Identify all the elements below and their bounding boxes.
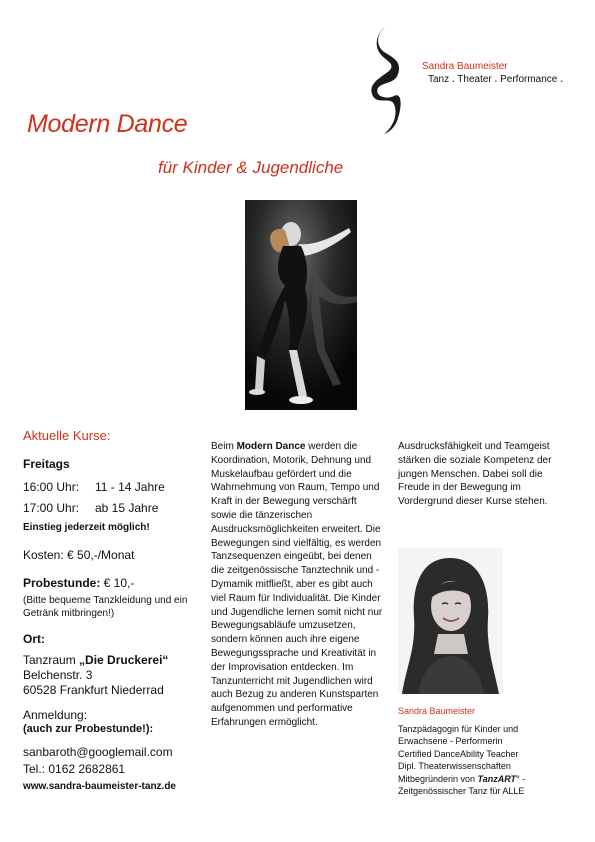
logo-brushstroke-icon xyxy=(368,22,418,134)
description-highlight: Modern Dance xyxy=(236,441,306,452)
trial-note: (Bitte bequeme Tanzkleidung und ein Getränk mitbringen!) xyxy=(23,594,188,620)
trial-lesson xyxy=(23,576,201,591)
registration-label: Anmeldung: xyxy=(23,707,88,722)
bio-line: Erwachsene - Performerin xyxy=(398,736,503,747)
bio-suffix: ° - xyxy=(516,773,526,784)
trial-price: € 10,- xyxy=(100,575,135,590)
description-intro: Beim xyxy=(211,441,237,452)
venue-city: 60528 Frankfurt Niederrad xyxy=(23,682,164,697)
logo-separator: . xyxy=(560,74,563,85)
session-row xyxy=(23,501,201,516)
session-time: 16:00 Uhr: xyxy=(23,480,80,495)
bio-brand: TanzART xyxy=(477,773,517,784)
registration-note: (auch zur Probestunde!): xyxy=(23,722,154,735)
bio-line: Tanzpädagogin für Kinder und xyxy=(398,724,519,734)
course-description xyxy=(211,440,384,730)
bio-prefix: Mitbegründerin von xyxy=(398,773,478,784)
course-day: Freitags xyxy=(23,457,70,472)
contact-email[interactable]: sanbaroth@googlemail.com xyxy=(23,744,173,759)
venue-name: „Die Druckerei“ xyxy=(79,652,169,667)
logo-separator: . xyxy=(494,74,498,85)
logo-tag-dance: Tanz xyxy=(428,74,450,85)
venue-street: Belchenstr. 3 xyxy=(23,667,93,682)
portrait-photo xyxy=(398,548,503,694)
session-row xyxy=(23,480,201,495)
course-cost: Kosten: € 50,-/Monat xyxy=(23,547,135,562)
description-body: werden die Koordination, Motorik, Dehnung und Muskelaufbau gefördert und die Wahrnehmung von Raum, Tempo und Kraft in der Bewegung verschärft sowie die tänzerischen Ausdrucksmöglichkeiten erweitert. Die Bewegungen sind vielfältig, es werden Tanzsequenzen eingeübt, bei denen die zeitgenössische Tanztechnik und -Dymamik mitfließt, aber es gibt auch viel Raum für Individualität. Die Kinder und Jugendliche lernen somit nicht nur Bewegungsabläufe umzusetzen, sondern können auch ihre eigene Bewegungssprache und Kreativität in der Improvisation entdecken. Im Tanzunterricht mit Jugendlichen wird auch Bezug zu anderen Kunstsparten aufgenommen und performative Erfahrungen ermöglicht. xyxy=(211,441,383,728)
dancer-photo xyxy=(245,200,357,410)
session-age: ab 15 Jahre xyxy=(95,501,159,516)
portrait-caption: Sandra Baumeister xyxy=(398,706,476,716)
location-label: Ort: xyxy=(23,631,45,646)
website-link[interactable]: www.sandra-baumeister-tanz.de xyxy=(23,780,176,792)
session-time: 17:00 Uhr: xyxy=(23,501,80,516)
profile-bio xyxy=(398,723,573,797)
bio-line: Certified DanceAbility Teacher xyxy=(398,748,519,759)
session-age: 11 - 14 Jahre xyxy=(95,480,165,495)
bio-line xyxy=(398,773,573,785)
logo-name: Sandra Baumeister xyxy=(422,61,508,72)
venue-prefix: Tanzraum xyxy=(23,652,80,667)
join-note: Einstieg jederzeit möglich! xyxy=(23,522,150,534)
page-title: Modern Dance xyxy=(27,110,188,138)
logo-tag-theater: Theater xyxy=(457,74,492,85)
logo-tagline xyxy=(428,74,563,85)
courses-heading: Aktuelle Kurse: xyxy=(23,428,111,443)
page-subtitle: für Kinder & Jugendliche xyxy=(158,158,344,177)
description-continued: Ausdrucksfähigkeit und Teamgeist stärken die soziale Kompetenz der jungen Menschen. Dabei soll die Freude in der Bewegung im Vordergrund dieser Kurse stehen. xyxy=(398,441,552,508)
venue xyxy=(23,653,201,668)
logo-separator: . xyxy=(451,74,455,85)
course-info xyxy=(23,428,201,793)
trial-label: Probestunde: xyxy=(23,575,101,590)
logo-tag-performance: Performance xyxy=(500,74,558,85)
contact-phone: Tel.: 0162 2682861 xyxy=(23,761,126,776)
bio-line: Zeitgenössischer Tanz für ALLE xyxy=(398,786,525,797)
bio-line: Dipl. Theaterwissenschaften xyxy=(398,761,511,772)
